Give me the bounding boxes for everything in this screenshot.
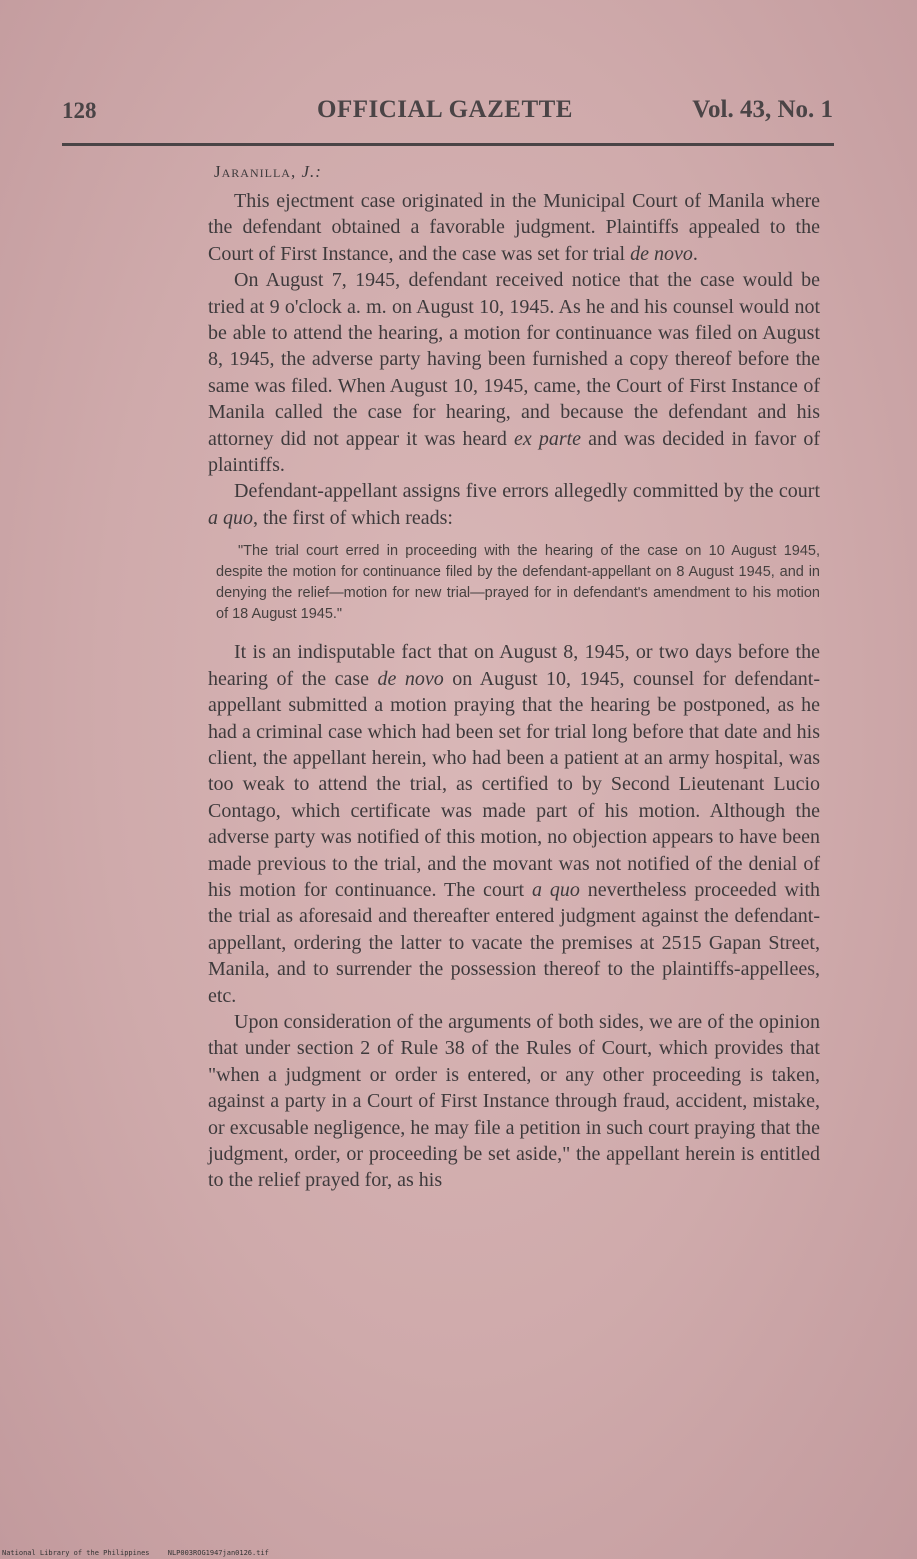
- author-name: Jaranilla,: [214, 162, 297, 181]
- paragraph-5: Upon consideration of the arguments of both sides, we are of the opinion that under section 2 of Rule 38 of the Rules of Court, which provides that "when a judgment or order is entered, or any other proceeding is taken, against a party in a Court of First Instance through fraud, accident, mistake, or excusable negligence, he may file a petition in such court praying that the judgment, order, or proceeding be set aside," the appellant herein is entitled to the relief prayed for, as his: [208, 1010, 820, 1192]
- publication-title: OFFICIAL GAZETTE: [317, 96, 573, 123]
- paragraph-3: Defendant-appellant assigns five errors allegedly committed by the court a quo, the first of which reads:: [208, 480, 820, 529]
- block-quote: "The trial court erred in proceeding with the hearing of the case on 10 August 1945, despite the motion for continuance filed by the defendant-appellant on 8 August 1945, and in denying the relief—motion for new trial—prayed for in defendant's amendment to his motion of 18 August 1945.": [216, 543, 820, 623]
- library-credit: National Library of the Philippines: [2, 1549, 150, 1557]
- file-name: NLP003ROG1947jan0126.tif: [167, 1549, 269, 1557]
- scan-footer: [2, 1549, 283, 1557]
- page-header: [62, 96, 837, 136]
- paragraph-4: It is an indisputable fact that on August 8, 1945, or two days before the hearing of the case de novo on August 10, 1945, counsel for defendant-appellant submitted a motion praying that the hearing be postponed, as he had a criminal case which had been set for trial long before that date and his client, the appellant herein, who had been a patient at an army hospital, was too weak to attend the trial, as certified to by Second Lieutenant Lucio Contago, which certificate was made part of his motion. Although the adverse party was notified of this motion, no objection appears to have been made previous to the trial, and the movant was not notified of the denial of his motion for continuance. The court a quo nevertheless proceeded with the trial as aforesaid and thereafter entered judgment against the defendant-appellant, ordering the latter to vacate the premises at 2515 Gapan Street, Manila, and to surrender the possession thereof to the plaintiffs-appellees, etc.: [208, 641, 821, 1007]
- author-suffix: J.:: [301, 162, 322, 181]
- header-rule: [62, 143, 834, 146]
- paragraph-2: On August 7, 1945, defendant received notice that the case would be tried at 9 o'clock a. m. on August 10, 1945. As he and his counsel would not be able to attend the hearing, a motion for continuance was filed on August 8, 1945, the adverse party having been furnished a copy thereof before the same was filed. When August 10, 1945, came, the Court of First Instance of Manila called the case for hearing, and because the defendant and his attorney did not appear it was heard ex parte and was decided in favor of plaintiffs.: [208, 269, 820, 477]
- volume-number: Vol. 43, No. 1: [692, 96, 833, 123]
- page-number: 128: [62, 98, 97, 123]
- paragraph-1: This ejectment case originated in the Municipal Court of Manila where the defendant obtained a favorable judgment. Plaintiffs appealed to the Court of First Instance, and the case was set for trial de novo.: [208, 190, 820, 265]
- opinion-body: [208, 162, 820, 1194]
- opinion-author: [214, 162, 820, 182]
